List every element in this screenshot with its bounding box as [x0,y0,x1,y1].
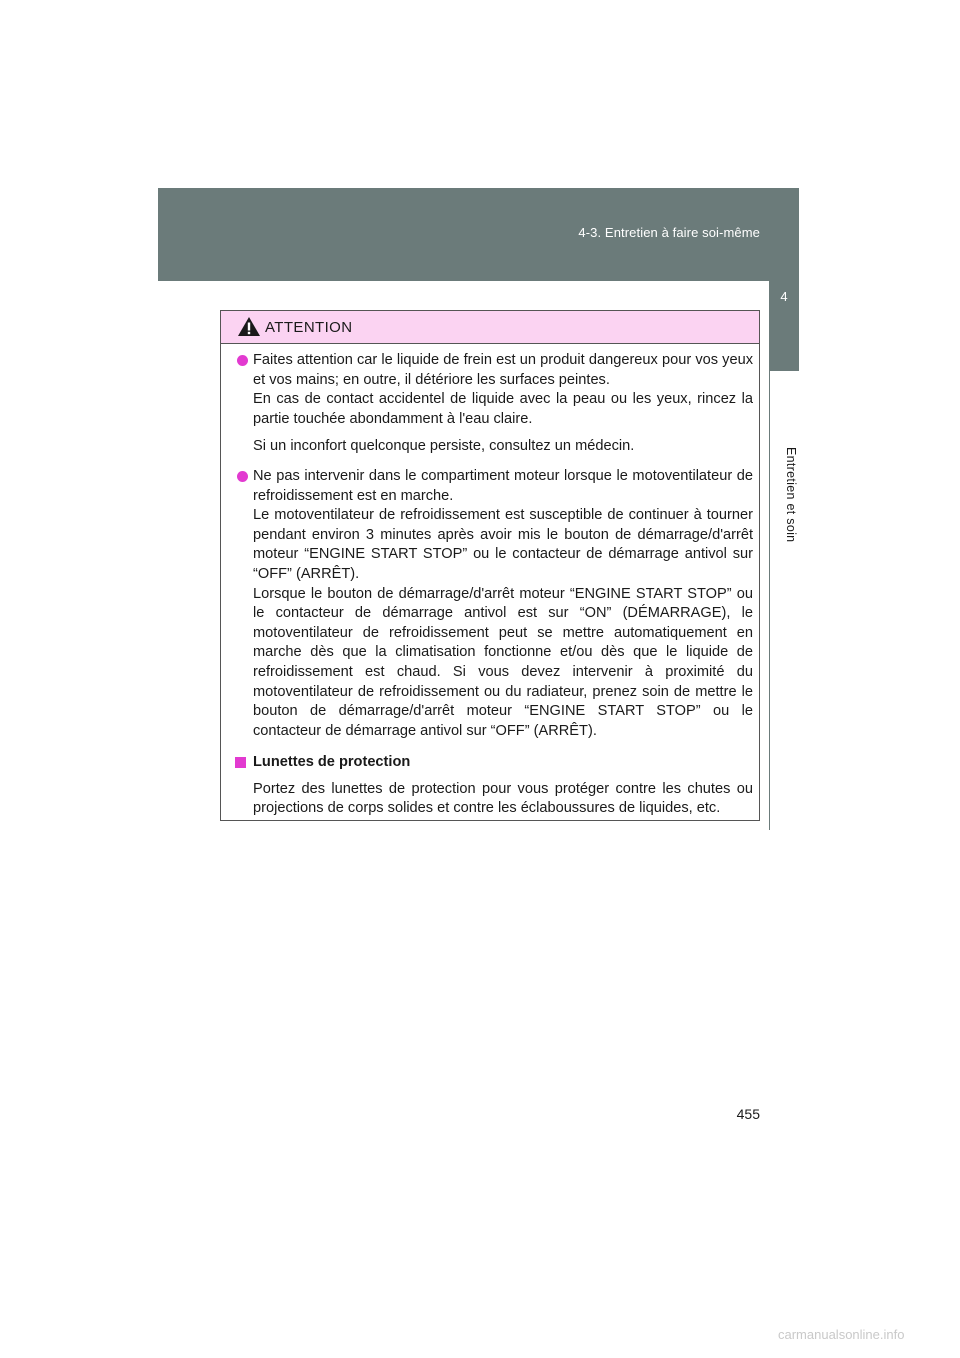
paragraph: Si un inconfort quelconque persiste, consultez un médecin. [253,438,635,455]
chapter-tab [769,281,799,830]
chapter-label: Entretien et soin [784,447,798,543]
header-band [158,188,799,281]
chapter-number: 4 [780,289,788,304]
square-bullet-icon [235,757,246,768]
page-number: 455 [736,1106,760,1122]
bullet-icon [237,471,248,482]
paragraph: Faites attention car le liquide de frein est un produit dangereux pour vos yeux et vos mains; en outre, il détériore les surfaces peintes. [253,352,753,388]
paragraph: Le motoventilateur de refroidissement est susceptible de continuer à tourner pendant environ 3 minutes après avoir mis le bouton de démarrage/d'arrêt moteur “ENGINE START STOP” ou le contacteur de démarrage antivol sur “OFF” (ARRÊT). [253,507,753,582]
chapter-tab-lower [769,371,799,830]
attention-header [221,311,759,344]
warning-icon [237,316,261,337]
attention-title: ATTENTION [265,319,353,336]
paragraph: Lorsque le bouton de démarrage/d'arrêt moteur “ENGINE START STOP” ou le contacteur de démarrage antivol est sur “ON” (DÉMARRAGE), le motoventilateur de refroidissement peut se mettre automatiquement en marche dès que la climatisation fonctionne et/ou dès que le liquide de refroidissement est chaud. Si vous devez intervenir à proximité du motoventilateur de refroidissement ou du radiateur, prenez soin de mettre le bouton de démarrage/d'arrêt moteur “ENGINE START STOP” ou le contacteur de démarrage antivol sur “OFF” (ARRÊT). [253,585,753,739]
attention-box [220,310,760,821]
paragraph: Ne pas intervenir dans le compartiment moteur lorsque le motoventilateur de refroidissement est en marche. [253,467,753,504]
protection-section [237,753,753,819]
section-heading: Lunettes de protection [253,754,411,771]
watermark: carmanualsonline.info [778,1327,905,1342]
section-title: 4-3. Entretien à faire soi-même [578,225,760,240]
paragraph: En cas de contact accidentel de liquide avec la peau ou les yeux, rincez la partie touchée abondamment à l'eau claire. [253,391,753,427]
list-item [237,351,753,457]
list-item [237,467,753,741]
paragraph: Portez des lunettes de protection pour vous protéger contre les chutes ou projections de corps solides et contre les éclaboussures de liquides, etc. [253,780,753,817]
bullet-icon [237,355,248,366]
attention-body [237,351,753,819]
